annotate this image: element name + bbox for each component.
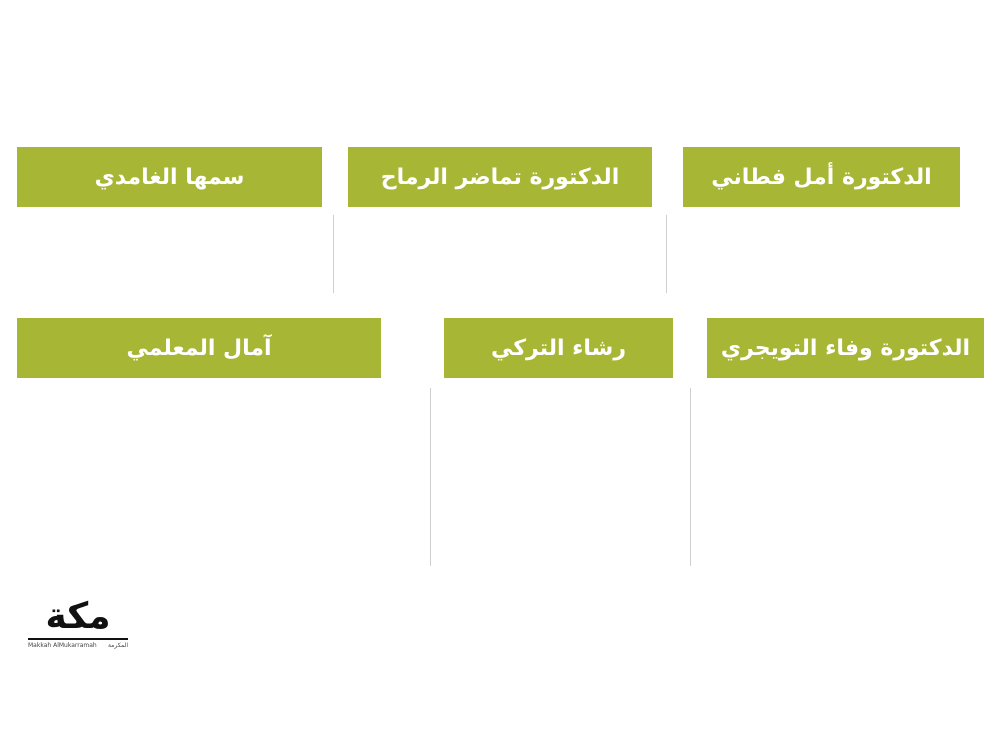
logo-subtitle [28,641,128,650]
card-name: آمال المعلمي [126,335,272,361]
card-name: سمها الغامدي [94,164,245,190]
card-divider [690,388,691,566]
logo-subtitle-latin: Makkah AlMukarramah [28,642,97,649]
card-name-header [707,318,984,378]
card-divider [666,215,667,293]
card-name-header [17,147,322,207]
card-name: رشاء التركي [491,335,626,361]
logo-subtitle-arabic: المكرمة [107,642,128,649]
card-name-header [348,147,652,207]
logo-underline [28,638,128,640]
card-divider [333,215,334,293]
makkah-logo [28,598,128,650]
logo-wordmark: مكة [45,596,111,637]
card-name: الدكتورة تماضر الرماح [380,164,620,190]
card-name-header [17,318,381,378]
card-name: الدكتورة أمل فطاني [711,164,932,190]
card-name-header [683,147,960,207]
card-name: الدكتورة وفاء التويجري [720,335,971,361]
card-divider [430,388,431,566]
card-name-header [444,318,673,378]
